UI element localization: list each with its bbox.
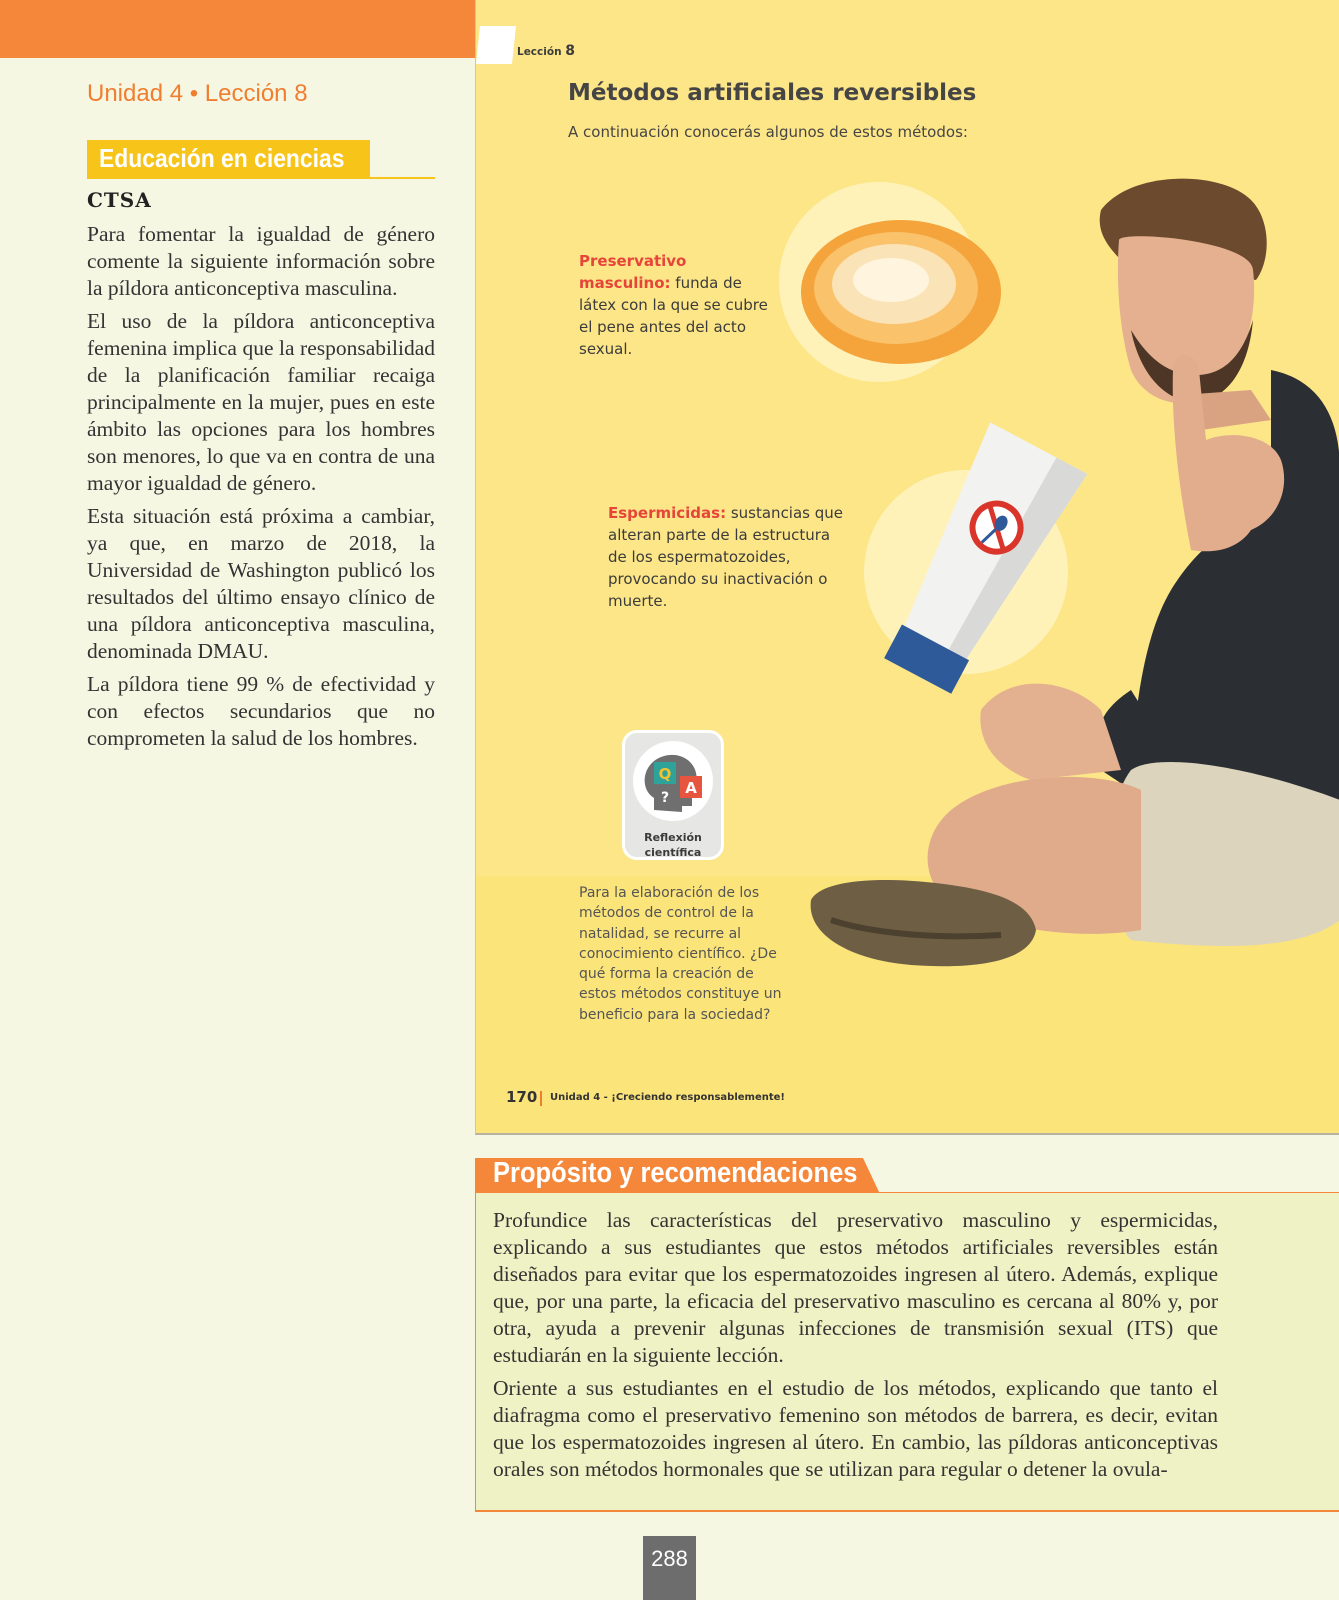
lesson-label-text: Lección (517, 46, 562, 58)
method-term: Preservativo masculino: (579, 252, 687, 292)
unit-lesson-heading: Unidad 4 • Lección 8 (87, 80, 308, 107)
section-badge (87, 140, 370, 178)
answer-mark-a: A (685, 779, 697, 797)
section-divider (87, 177, 435, 179)
scientific-reflection-icon (622, 730, 724, 860)
proposito-title: Propósito y recomendaciones (493, 1157, 858, 1189)
page-title: Métodos artificiales reversibles (568, 80, 977, 106)
spermicide-tube-illustration (846, 410, 1096, 720)
left-paragraph: Para fomentar la igualdad de género comente la siguiente información sobre la píldora anticonceptiva masculina. (87, 222, 435, 300)
proposito-paragraph: Profundice las características del preservativo masculino y espermicidas, explicando a sus estudiantes que estos métodos artificiales reversibles están diseñados para evitar que los espermatozoides ingresen al útero. Además, explique que, por una parte, la eficacia del preservativo masculino es cercana al 80% y, por otra, ayuda a prevenir algunas infecciones de transmisión sexual (ITS) que estudiarán en la siguiente lección. (493, 1208, 1218, 1367)
lesson-tab (476, 26, 516, 64)
left-paragraph: La píldora tiene 99 % de efectividad y con efectos secundarios que no comprometen la salud de los hombres. (87, 672, 435, 750)
lesson-label (517, 43, 575, 59)
lesson-number: 8 (565, 43, 575, 59)
method-spermicides (608, 502, 853, 612)
page-subtitle: A continuación conocerás algunos de estos métodos: (568, 123, 968, 141)
question-mark-q: Q (658, 765, 672, 783)
method-description: funda de látex con la que se cubre el pene antes del acto sexual. (579, 274, 768, 358)
male-condom-illustration (796, 210, 1006, 370)
footer-separator (540, 1091, 542, 1106)
proposito-paragraph: Oriente a sus estudiantes en el estudio de los métodos, explicando que tanto el diafragma como el preservativo femenino son métodos de barrera, es decir, evitan que los espermatozoides ingresen al útero. En cambio, las píldoras anticonceptivas orales son métodos hormonales que se utilizan para regular o detener la ovula- (493, 1376, 1218, 1481)
method-term: Espermicidas: (608, 504, 727, 522)
left-paragraph: El uso de la píldora anticonceptiva femenina implica que la responsabilidad de la planificación familiar recaiga principalmente en la mujer, pues en este ámbito las opciones para los hombres son menores, lo que va en contra de una mayor igualdad de género. (87, 309, 435, 495)
question-mark: ? (660, 790, 670, 806)
ctsa-subheading: CTSA (87, 188, 152, 212)
method-description: sustancias que alteran parte de la estructura de los espermatozoides, provocando su inactivación o muerte. (608, 504, 844, 610)
reflection-label: Reflexión científica (644, 831, 702, 859)
left-paragraph: Esta situación está próxima a cambiar, ya que, en marzo de 2018, la Universidad de Washington publicó los resultados del último ensayo clínico de una píldora anticonceptiva masculina, denominada DMAU. (87, 504, 435, 663)
reflection-question: Para la elaboración de los métodos de control de la natalidad, se recurre al conocimiento científico. ¿De qué forma la creación de estos métodos constituye un beneficio para la sociedad? (579, 885, 782, 1023)
textbook-page (475, 0, 1339, 1135)
book-page-number: 170 (506, 1088, 538, 1106)
guide-page-number: 288 (643, 1536, 696, 1600)
top-accent-bar (0, 0, 476, 58)
footer-unit-title: Unidad 4 - ¡Creciendo responsablemente! (550, 1092, 785, 1103)
method-male-condom (579, 250, 779, 360)
section-badge-title: Educación en ciencias (99, 143, 345, 173)
head-question-icon (632, 740, 714, 822)
